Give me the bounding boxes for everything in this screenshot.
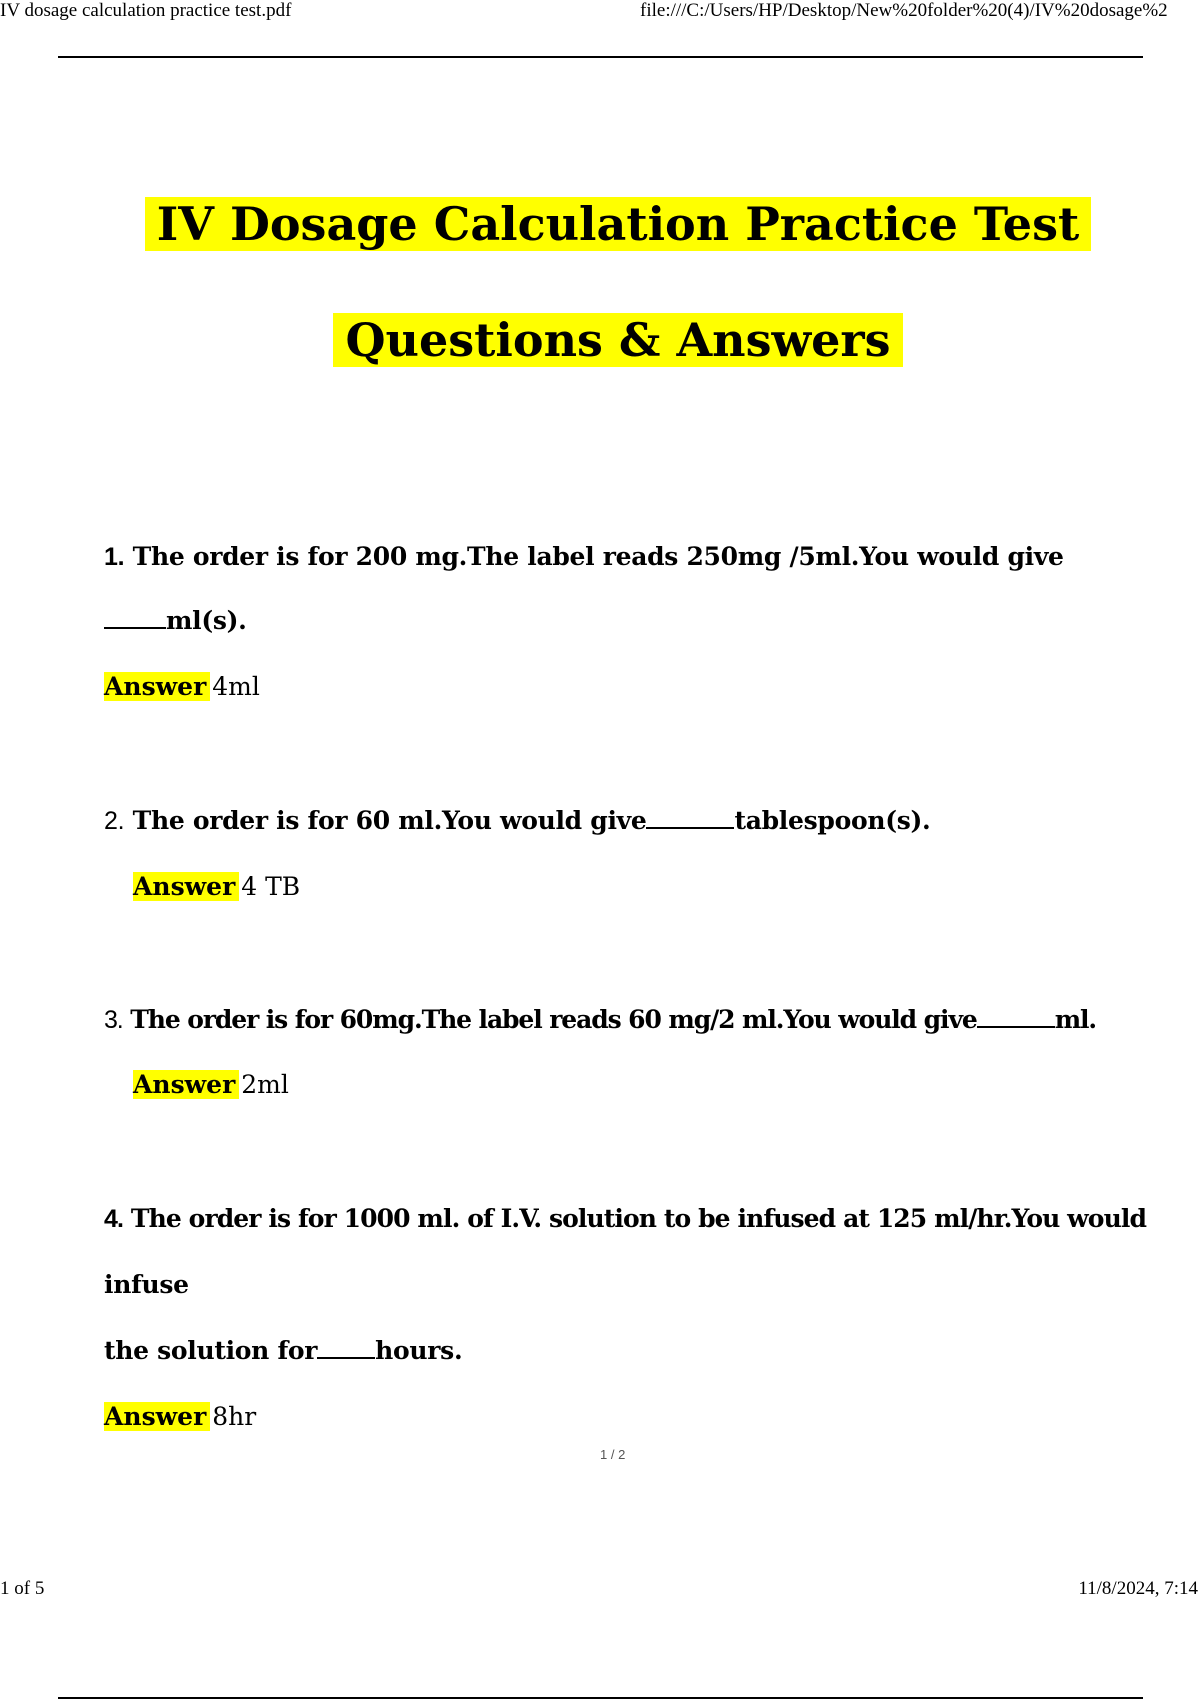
print-footer-datetime: 11/8/2024, 7:14 <box>1078 1578 1198 1599</box>
answer-value: 4 TB <box>241 872 301 901</box>
answer-4 <box>104 1402 256 1431</box>
question-1 <box>104 542 1064 572</box>
answer-value: 4ml <box>212 672 260 701</box>
answer-blank <box>104 607 166 629</box>
answer-label: Answer <box>133 872 239 901</box>
answer-blank <box>977 1006 1055 1028</box>
print-header-filename: IV dosage calculation practice test.pdf <box>0 0 292 21</box>
question-number: 2. <box>104 807 125 835</box>
question-text: The order is for 1000 ml. of I.V. solution to be infused at 125 ml/hr.You would <box>130 1204 1147 1233</box>
title-line-1: IV Dosage Calculation Practice Test <box>145 197 1091 251</box>
answer-value: 8hr <box>212 1402 257 1431</box>
answer-1 <box>104 672 260 701</box>
question-number: 1. <box>104 543 125 571</box>
page-indicator: 1 / 2 <box>600 1447 626 1462</box>
answer-blank <box>317 1337 375 1359</box>
answer-label: Answer <box>133 1070 239 1099</box>
question-text: ml. <box>1054 1005 1097 1034</box>
question-text: The order is for 200 mg.The label reads 250mg /5ml.You would give <box>132 542 1064 571</box>
answer-value: 2ml <box>241 1070 289 1099</box>
question-text: the solution for <box>104 1336 318 1365</box>
header-divider <box>58 56 1143 58</box>
question-number: 4. <box>104 1205 124 1233</box>
question-text: hours. <box>375 1336 463 1365</box>
question-4-line-3 <box>104 1336 462 1365</box>
question-4 <box>104 1204 1146 1234</box>
answer-3 <box>133 1070 289 1099</box>
question-3 <box>104 1005 1096 1035</box>
answer-2 <box>133 872 300 901</box>
question-text: The order is for 60 ml.You would give <box>132 806 647 835</box>
question-text: ml(s). <box>166 606 247 635</box>
print-header-url: file:///C:/Users/HP/Desktop/New%20folder%20(4)/IV%20dosage%2 <box>640 0 1168 21</box>
question-1-line-2 <box>104 606 247 635</box>
question-text: tablespoon(s). <box>734 806 931 835</box>
print-footer-page-count: 1 of 5 <box>0 1578 45 1599</box>
answer-label: Answer <box>104 1402 210 1431</box>
answer-blank <box>646 807 734 829</box>
title-line-2: Questions & Answers <box>333 313 902 367</box>
question-text: infuse <box>104 1270 189 1299</box>
document-title <box>0 194 1200 254</box>
document-subtitle <box>0 310 1200 370</box>
footer-divider <box>58 1697 1143 1699</box>
question-4-line-2 <box>104 1270 189 1299</box>
answer-label: Answer <box>104 672 210 701</box>
question-number: 3. <box>104 1006 123 1034</box>
question-text: The order is for 60mg.The label reads 60 mg/2 ml.You would give <box>130 1005 977 1034</box>
question-2 <box>104 806 930 836</box>
